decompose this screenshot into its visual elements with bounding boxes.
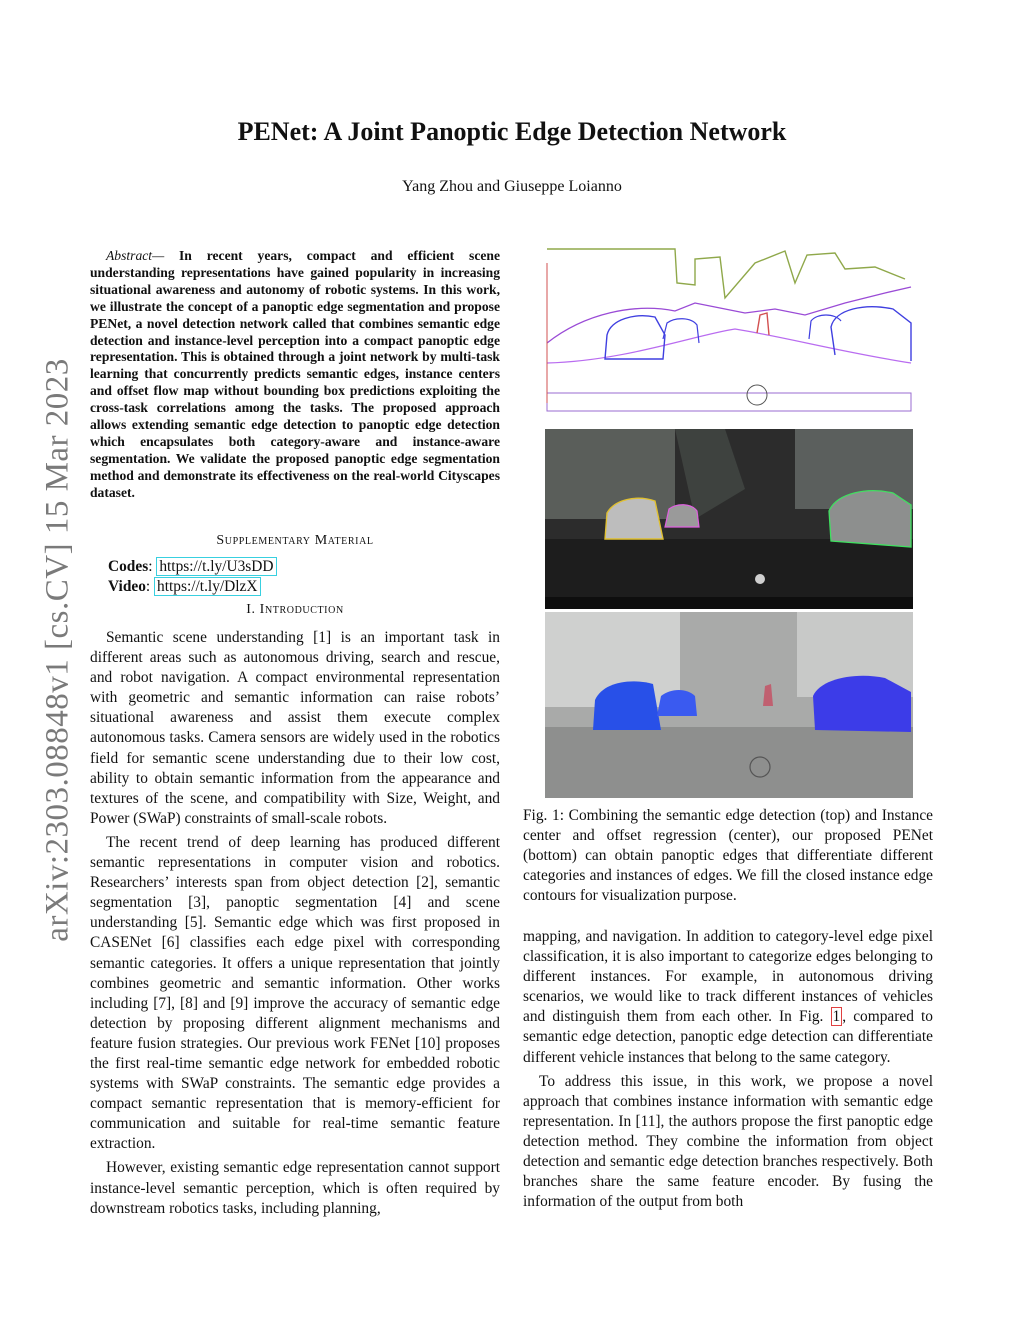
arxiv-identifier-stamp: arXiv:2303.08848v1 [cs.CV] 15 Mar 2023 xyxy=(39,358,76,942)
author-list: Yang Zhou and Giuseppe Loianno xyxy=(402,178,622,195)
penet-panel xyxy=(545,612,913,798)
right-paragraph-1-start: mapping, and navigation. In addition to category-level edge pixel classification, it is also important to categorize edges belonging to different instances. For example, in autonomous driving scenarios, we would like to track different instances of vehicles and distinguish them from each other. In Fig. xyxy=(523,928,933,1026)
abstract: Abstract— In recent years, compact and efficient scene understanding representations have gained popularity in increasing situational awareness and autonomy of robotic systems. In this work, we illustrate the concept of a panoptic edge segmentation and propose PENet, a novel detection network called that combines semantic edge detection and instance-level perception into a compact panoptic edge representation. This is obtained through a joint network by multi-task learning that concurrently predicts semantic edges, instance centers and offset flow map without bounding box predictions exploiting the cross-task correlations among the tasks. The proposed approach allows extending semantic edge detection to panoptic edge detection which encapsulates both category-aware and instance-aware segmentation. We validate the proposed panoptic edge segmentation method and demonstrate its effectiveness on the real-world Cityscapes dataset. xyxy=(90,248,500,500)
figure-caption: Fig. 1: Combining the semantic edge detection (top) and Instance center and offset regression (center), our proposed PENet (bottom) can obtain panoptic edges that differentiate different categories and instances of edges. We fill the closed instance edge contours for visualization purpose. xyxy=(523,807,933,904)
abstract-label: Abstract xyxy=(106,248,153,263)
right-paragraph-2: To address this issue, in this work, we propose a novel approach that combines instance information with semantic edge representation. In [11], the authors propose the first panoptic edge detection method. They combine the information from object detection and semantic edge detection branches respectively. Both branches share the same feature encoder. By fusing the information of the output from both xyxy=(523,1072,933,1211)
right-paragraph-1 xyxy=(523,927,933,1068)
right-column-body xyxy=(523,927,933,1212)
figure-reference-link[interactable]: 1 xyxy=(832,1008,841,1026)
intro-paragraph-1: Semantic scene understanding [1] is an important task in different areas such as autonomous driving, search and rescue, and robot navigation. A compact environmental representation with geometric and semantic information can raise robots’ situational awareness and assist them execute complex autonomous tasks. Camera sensors are widely used in the robotics field for semantic scene understanding due to their low cost, ability to obtain semantic information from the appearance and textures of the scene, and compatibility with Size, Weight, and Power (SWaP) constraints of small-scale robots. xyxy=(90,629,500,827)
instance-offset-panel xyxy=(545,429,913,609)
codes-link[interactable]: https://t.ly/U3sDD xyxy=(156,557,276,576)
right-paragraph-1-end: , compared to semantic edge detection, panoptic edge detection can differentiate different vehicle instances that belong to the same category. xyxy=(523,1008,933,1066)
abstract-text: In recent years, compact and efficient scene understanding representations have gained popularity in increasing situational awareness and autonomy of robotic systems. In this work, we illustrate the concept of a panoptic edge segmentation and propose PENet, a novel detection network called that combines semantic edge detection and instance-level perception into a compact panoptic edge representation. This is obtained through a joint network by multi-task learning that concurrently predicts semantic edges, instance centers and offset flow map without bounding box predictions exploiting the cross-task correlations among the tasks. The proposed approach allows extending semantic edge detection to panoptic edge detection which encapsulates both category-aware and instance-aware segmentation. We validate the proposed panoptic edge segmentation method and demonstrate its effectiveness on the real-world Cityscapes dataset. xyxy=(90,248,500,500)
left-column-body xyxy=(90,628,500,1219)
codes-label: Codes xyxy=(108,558,149,575)
video-line: Video: https://t.ly/DlzX xyxy=(108,578,261,596)
figure-1 xyxy=(545,243,913,798)
video-link[interactable]: https://t.ly/DlzX xyxy=(154,577,260,596)
introduction-heading: I. Introduction xyxy=(246,602,344,617)
video-label: Video xyxy=(108,578,146,595)
intro-paragraph-3: However, existing semantic edge representation cannot support instance-level semantic perception, which is often required by downstream robotics tasks, including planning, xyxy=(90,1159,500,1217)
semantic-edge-panel xyxy=(545,243,913,415)
paper-title: PENet: A Joint Panoptic Edge Detection Network xyxy=(237,117,787,146)
supplementary-heading: Supplementary Material xyxy=(216,533,374,548)
intro-paragraph-2: The recent trend of deep learning has produced different semantic representations in computer vision and robotics. Researchers’ interests span from object detection [2], semantic segmentation [3], panoptic segmentation [4] and scene understanding [5]. Semantic edge which was first proposed in CASENet [6] classifies each edge pixel with corresponding semantic categories. It offers a unique representation that jointly combines geometric and semantic information. Other works including [7], [8] and [9] improve the accuracy of semantic edge detection by proposing different alignment mechanisms and feature fusion strategies. Our previous work FENet [10] proposes the first real-time semantic edge network for embedded robotic systems with SWaP constraints. The semantic edge provides a compact semantic representation that is memory-efficient for communication and suitable for real-time semantic feature extraction. xyxy=(90,833,500,1153)
codes-line: Codes: https://t.ly/U3sDD xyxy=(108,558,277,576)
